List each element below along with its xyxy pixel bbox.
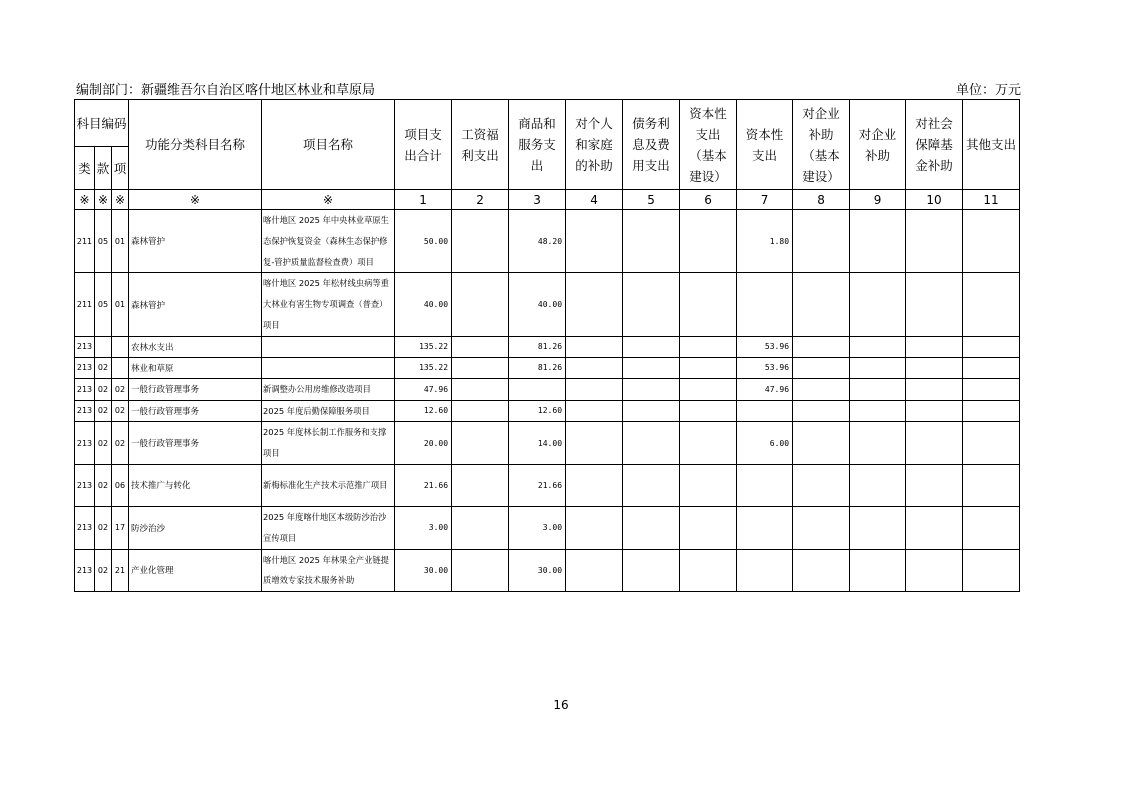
goods-services-cell: 81.26 — [509, 336, 566, 357]
code-kuan-cell — [95, 336, 112, 357]
wages-cell — [452, 273, 509, 336]
wages-cell — [452, 506, 509, 549]
code-lei-cell: 213 — [75, 336, 95, 357]
total-cell: 47.96 — [395, 378, 452, 400]
debt-interest-cell — [623, 464, 680, 506]
capital-cell: 47.96 — [737, 378, 793, 400]
goods-services-cell: 40.00 — [509, 273, 566, 336]
debt-interest-cell — [623, 506, 680, 549]
code-lei-cell: 213 — [75, 400, 95, 422]
social-security-cell — [906, 400, 963, 422]
goods-services-cell: 12.60 — [509, 400, 566, 422]
code-lei-cell: 211 — [75, 210, 95, 273]
func-name-cell: 一般行政管理事务 — [129, 422, 262, 465]
table-row — [75, 464, 1020, 506]
code-xiang-cell: 06 — [112, 464, 129, 506]
header-c9: 对企业补助 — [850, 100, 906, 190]
capital-basic-cell — [680, 357, 737, 378]
other-cell — [963, 400, 1020, 422]
marker-cell: 3 — [509, 190, 566, 210]
goods-services-cell: 14.00 — [509, 422, 566, 465]
marker-cell: 11 — [963, 190, 1020, 210]
project-name-cell: 2025 年度林长制工作服务和支撑项目 — [262, 422, 395, 465]
social-security-cell — [906, 422, 963, 465]
capital-cell — [737, 549, 793, 592]
func-name-cell: 森林管护 — [129, 210, 262, 273]
other-cell — [963, 549, 1020, 592]
household-subsidy-cell — [566, 273, 623, 336]
debt-interest-cell — [623, 357, 680, 378]
goods-services-cell: 3.00 — [509, 506, 566, 549]
project-name-cell: 2025 年度喀什地区本级防沙治沙宣传项目 — [262, 506, 395, 549]
header-c1: 项目支出合计 — [395, 100, 452, 190]
total-cell: 40.00 — [395, 273, 452, 336]
enterprise-basic-cell — [793, 506, 850, 549]
debt-interest-cell — [623, 549, 680, 592]
capital-cell — [737, 273, 793, 336]
household-subsidy-cell — [566, 357, 623, 378]
wages-cell — [452, 336, 509, 357]
social-security-cell — [906, 210, 963, 273]
header-c8: 对企业补助（基本建设） — [793, 100, 850, 190]
enterprise-cell — [850, 400, 906, 422]
func-name-cell: 产业化管理 — [129, 549, 262, 592]
func-name-cell: 一般行政管理事务 — [129, 378, 262, 400]
capital-cell — [737, 506, 793, 549]
func-name-cell: 森林管护 — [129, 273, 262, 336]
goods-services-cell: 48.20 — [509, 210, 566, 273]
social-security-cell — [906, 549, 963, 592]
household-subsidy-cell — [566, 210, 623, 273]
table-row — [75, 336, 1020, 357]
project-name-cell: 新梅标准化生产技术示范推广项目 — [262, 464, 395, 506]
wages-cell — [452, 422, 509, 465]
project-name-cell: 喀什地区 2025 年中央林业草原生态保护恢复资金（森林生态保护修复-管护质量监督检查费）项目 — [262, 210, 395, 273]
code-xiang-cell — [112, 357, 129, 378]
social-security-cell — [906, 378, 963, 400]
debt-interest-cell — [623, 210, 680, 273]
code-kuan-cell: 05 — [95, 273, 112, 336]
social-security-cell — [906, 273, 963, 336]
goods-services-cell: 21.66 — [509, 464, 566, 506]
code-lei-cell: 213 — [75, 357, 95, 378]
debt-interest-cell — [623, 336, 680, 357]
code-lei-cell: 211 — [75, 273, 95, 336]
code-kuan-cell: 02 — [95, 549, 112, 592]
code-kuan-cell: 02 — [95, 422, 112, 465]
marker-cell: ※ — [262, 190, 395, 210]
other-cell — [963, 422, 1020, 465]
capital-basic-cell — [680, 400, 737, 422]
code-xiang-cell — [112, 336, 129, 357]
enterprise-cell — [850, 336, 906, 357]
marker-cell: ※ — [129, 190, 262, 210]
enterprise-cell — [850, 549, 906, 592]
code-xiang-cell: 01 — [112, 210, 129, 273]
enterprise-cell — [850, 273, 906, 336]
func-name-cell: 一般行政管理事务 — [129, 400, 262, 422]
debt-interest-cell — [623, 400, 680, 422]
header-c6: 资本性支出（基本建设） — [680, 100, 737, 190]
enterprise-basic-cell — [793, 400, 850, 422]
marker-cell: 4 — [566, 190, 623, 210]
header-kuan: 款 — [95, 147, 112, 190]
household-subsidy-cell — [566, 506, 623, 549]
capital-cell: 53.96 — [737, 336, 793, 357]
department-label: 编制部门：新疆维吾尔自治区喀什地区林业和草原局 — [76, 83, 376, 98]
header-code-group: 科目编码 — [75, 100, 129, 147]
capital-cell — [737, 464, 793, 506]
header-c4: 对个人和家庭的补助 — [566, 100, 623, 190]
debt-interest-cell — [623, 378, 680, 400]
other-cell — [963, 464, 1020, 506]
debt-interest-cell — [623, 422, 680, 465]
project-name-cell — [262, 357, 395, 378]
enterprise-cell — [850, 464, 906, 506]
total-cell: 50.00 — [395, 210, 452, 273]
enterprise-cell — [850, 210, 906, 273]
wages-cell — [452, 210, 509, 273]
project-name-cell: 新调整办公用房维修改造项目 — [262, 378, 395, 400]
table-row — [75, 210, 1020, 273]
code-xiang-cell: 17 — [112, 506, 129, 549]
code-kuan-cell: 02 — [95, 464, 112, 506]
total-cell: 21.66 — [395, 464, 452, 506]
project-name-cell — [262, 336, 395, 357]
marker-cell: 5 — [623, 190, 680, 210]
table-row — [75, 378, 1020, 400]
code-lei-cell: 213 — [75, 378, 95, 400]
marker-cell: 6 — [680, 190, 737, 210]
enterprise-basic-cell — [793, 357, 850, 378]
code-xiang-cell: 02 — [112, 400, 129, 422]
header-func-name: 功能分类科目名称 — [129, 100, 262, 190]
wages-cell — [452, 464, 509, 506]
project-name-cell: 喀什地区 2025 年林果全产业链提质增效专家技术服务补助 — [262, 549, 395, 592]
code-xiang-cell: 02 — [112, 422, 129, 465]
table-row — [75, 400, 1020, 422]
project-name-cell: 喀什地区 2025 年松材线虫病等重大林业有害生物专项调查（普查）项目 — [262, 273, 395, 336]
debt-interest-cell — [623, 273, 680, 336]
marker-cell: ※ — [112, 190, 129, 210]
wages-cell — [452, 549, 509, 592]
code-xiang-cell: 01 — [112, 273, 129, 336]
header-xiang: 项 — [112, 147, 129, 190]
code-lei-cell: 213 — [75, 506, 95, 549]
capital-cell: 6.00 — [737, 422, 793, 465]
capital-basic-cell — [680, 464, 737, 506]
household-subsidy-cell — [566, 464, 623, 506]
total-cell: 12.60 — [395, 400, 452, 422]
table-row — [75, 422, 1020, 465]
enterprise-cell — [850, 378, 906, 400]
marker-cell: 9 — [850, 190, 906, 210]
header-proj-name: 项目名称 — [262, 100, 395, 190]
enterprise-cell — [850, 506, 906, 549]
marker-cell: 1 — [395, 190, 452, 210]
code-kuan-cell: 02 — [95, 400, 112, 422]
enterprise-basic-cell — [793, 549, 850, 592]
header-c10: 对社会保障基金补助 — [906, 100, 963, 190]
budget-table — [74, 99, 1020, 592]
code-xiang-cell: 21 — [112, 549, 129, 592]
enterprise-basic-cell — [793, 422, 850, 465]
table-row — [75, 273, 1020, 336]
code-lei-cell: 213 — [75, 464, 95, 506]
household-subsidy-cell — [566, 336, 623, 357]
func-name-cell: 农林水支出 — [129, 336, 262, 357]
marker-cell: 10 — [906, 190, 963, 210]
social-security-cell — [906, 464, 963, 506]
marker-cell: 8 — [793, 190, 850, 210]
goods-services-cell: 81.26 — [509, 357, 566, 378]
table-row — [75, 506, 1020, 549]
capital-basic-cell — [680, 422, 737, 465]
unit-label: 单位：万元 — [956, 83, 1022, 98]
func-name-cell: 防沙治沙 — [129, 506, 262, 549]
wages-cell — [452, 357, 509, 378]
marker-cell: ※ — [95, 190, 112, 210]
wages-cell — [452, 378, 509, 400]
social-security-cell — [906, 357, 963, 378]
household-subsidy-cell — [566, 422, 623, 465]
household-subsidy-cell — [566, 378, 623, 400]
code-kuan-cell: 02 — [95, 506, 112, 549]
total-cell: 135.22 — [395, 336, 452, 357]
capital-basic-cell — [680, 273, 737, 336]
code-lei-cell: 213 — [75, 549, 95, 592]
code-kuan-cell: 05 — [95, 210, 112, 273]
enterprise-basic-cell — [793, 378, 850, 400]
goods-services-cell — [509, 378, 566, 400]
enterprise-basic-cell — [793, 273, 850, 336]
table-row — [75, 357, 1020, 378]
code-xiang-cell: 02 — [112, 378, 129, 400]
table-row — [75, 549, 1020, 592]
header-c5: 债务利息及费用支出 — [623, 100, 680, 190]
total-cell: 135.22 — [395, 357, 452, 378]
code-kuan-cell: 02 — [95, 378, 112, 400]
page-number: 16 — [553, 698, 569, 712]
capital-cell — [737, 400, 793, 422]
other-cell — [963, 273, 1020, 336]
header-c7: 资本性支出 — [737, 100, 793, 190]
marker-cell: 2 — [452, 190, 509, 210]
capital-basic-cell — [680, 378, 737, 400]
capital-basic-cell — [680, 210, 737, 273]
other-cell — [963, 336, 1020, 357]
header-c11: 其他支出 — [963, 100, 1020, 190]
header-c2: 工资福利支出 — [452, 100, 509, 190]
marker-cell: ※ — [75, 190, 95, 210]
enterprise-basic-cell — [793, 464, 850, 506]
code-lei-cell: 213 — [75, 422, 95, 465]
social-security-cell — [906, 336, 963, 357]
other-cell — [963, 506, 1020, 549]
household-subsidy-cell — [566, 400, 623, 422]
wages-cell — [452, 400, 509, 422]
func-name-cell: 技术推广与转化 — [129, 464, 262, 506]
code-kuan-cell: 02 — [95, 357, 112, 378]
header-lei: 类 — [75, 147, 95, 190]
goods-services-cell: 30.00 — [509, 549, 566, 592]
capital-cell: 1.80 — [737, 210, 793, 273]
enterprise-basic-cell — [793, 210, 850, 273]
other-cell — [963, 378, 1020, 400]
capital-cell: 53.96 — [737, 357, 793, 378]
capital-basic-cell — [680, 506, 737, 549]
enterprise-cell — [850, 357, 906, 378]
marker-row — [75, 190, 1020, 210]
other-cell — [963, 357, 1020, 378]
capital-basic-cell — [680, 549, 737, 592]
total-cell: 30.00 — [395, 549, 452, 592]
total-cell: 20.00 — [395, 422, 452, 465]
other-cell — [963, 210, 1020, 273]
func-name-cell: 林业和草原 — [129, 357, 262, 378]
header-c3: 商品和服务支出 — [509, 100, 566, 190]
enterprise-basic-cell — [793, 336, 850, 357]
project-name-cell: 2025 年度后勤保障服务项目 — [262, 400, 395, 422]
enterprise-cell — [850, 422, 906, 465]
household-subsidy-cell — [566, 549, 623, 592]
marker-cell: 7 — [737, 190, 793, 210]
social-security-cell — [906, 506, 963, 549]
capital-basic-cell — [680, 336, 737, 357]
total-cell: 3.00 — [395, 506, 452, 549]
